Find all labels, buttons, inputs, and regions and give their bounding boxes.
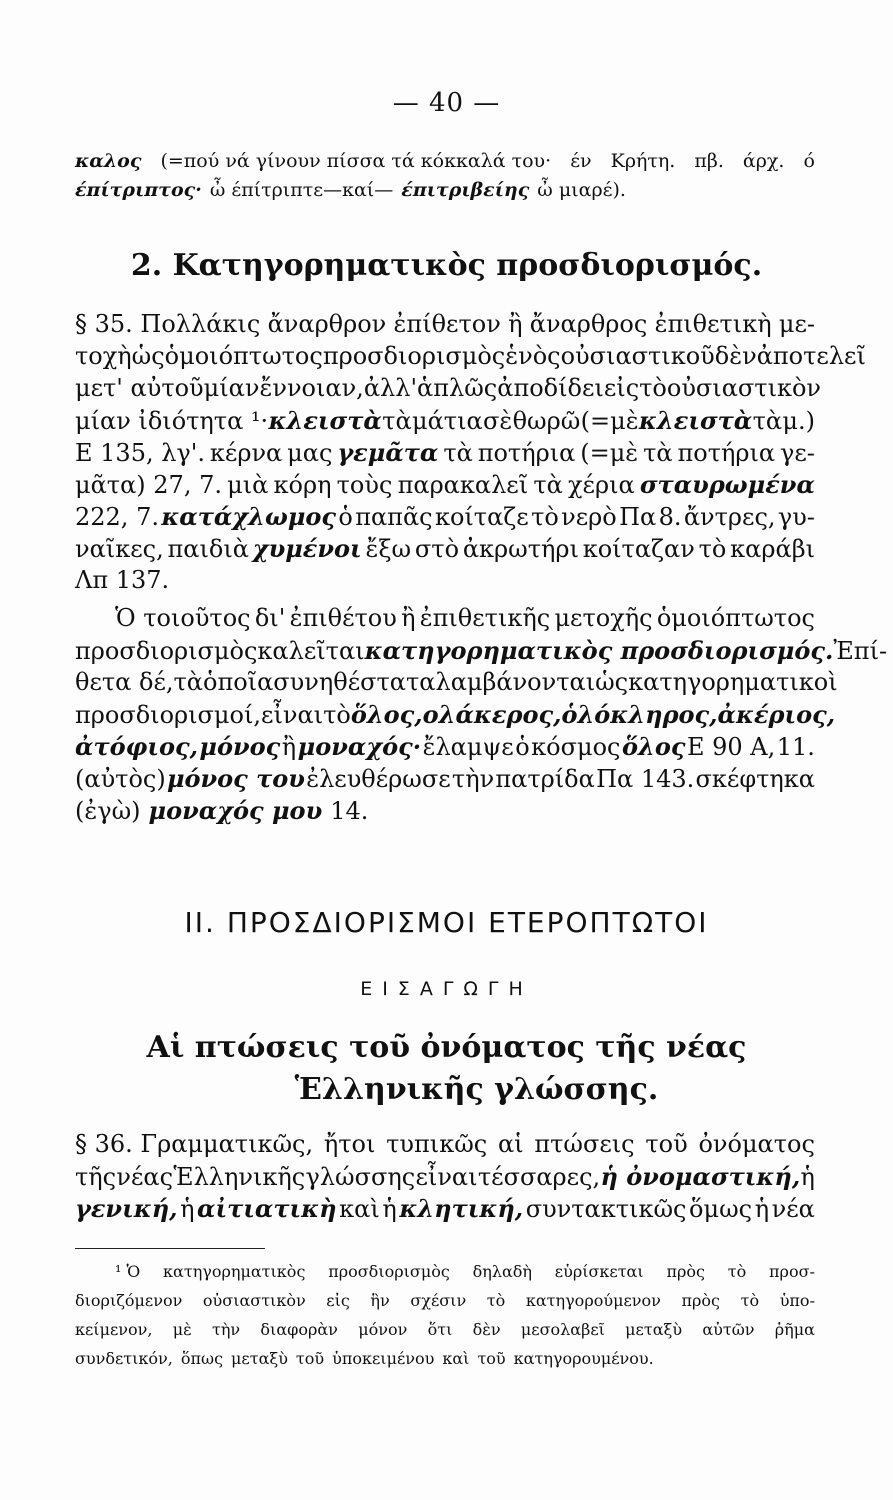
word: σκέφτηκα (695, 765, 815, 793)
continued-text (75, 150, 815, 208)
word: (=μὲ (580, 439, 639, 467)
word: σταυρωμένα (639, 470, 815, 499)
word: καὶ (442, 1349, 470, 1368)
word: μετοχῆς (554, 604, 653, 632)
word: οὐσιαστικὸν (202, 1291, 306, 1310)
text-line (75, 796, 815, 828)
word: μοναχός· (297, 732, 422, 761)
text-line (75, 1262, 815, 1291)
word: τὸ (698, 535, 727, 563)
word: ποτήρια (477, 439, 576, 467)
text-line (75, 438, 815, 470)
word: πβ. (694, 150, 724, 172)
word: κοίταζε (434, 503, 529, 531)
word: σὲ (483, 407, 513, 435)
word: ἁπλῶς (417, 374, 498, 402)
word: κείμενον, (75, 1320, 153, 1339)
word: ὡς (131, 342, 165, 370)
word: Ε 135, λγ'. (75, 439, 205, 467)
word: ἡ (382, 1195, 397, 1223)
word: στὸ (414, 535, 460, 563)
word: ἣν (370, 1291, 390, 1310)
word: ἀτόφιος, (75, 732, 198, 761)
word: ὅλος (621, 732, 686, 761)
word: (ἐγὼ) (75, 797, 141, 825)
word: Ἐπί- (833, 637, 888, 665)
word: μεταξὺ (231, 1349, 288, 1368)
word: Ε 90 Α, (686, 733, 776, 761)
word: κοίταζαν (582, 535, 695, 563)
word: (αὐτὸς) (75, 765, 166, 793)
word: ὡς (595, 668, 629, 696)
word: προσδιορισμὸς (328, 1262, 450, 1281)
word: οὐσιαστικοῦ (560, 342, 715, 370)
word: τὸ (639, 374, 667, 402)
word: σχέσιν (410, 1291, 467, 1310)
text-line (75, 764, 815, 796)
word: τῆς (75, 1163, 117, 1191)
word: καὶ (339, 1195, 380, 1223)
word: εὑρίσκεται (554, 1262, 644, 1281)
word: εἰς (326, 1291, 350, 1310)
word: κλειστὰ (268, 406, 382, 435)
word: ναῖκες, (75, 535, 164, 563)
word: ὅλος, (350, 700, 423, 729)
paragraph-35 (75, 310, 866, 598)
word: καράβι (730, 535, 815, 563)
word: μόνον (358, 1320, 408, 1339)
word: πτώσεις (534, 1130, 635, 1158)
word: ἢ (508, 310, 523, 338)
word: ὁ (338, 503, 353, 531)
section-heading: 2. Κατηγορηματικὸς προσδιορισμός. (130, 248, 763, 283)
word: δὲν (714, 342, 757, 370)
word: 11. (776, 733, 815, 761)
word: ἑνὸς (505, 342, 561, 370)
word: Πα 143. (596, 765, 695, 793)
word: ὁλόκληρος, (561, 700, 718, 729)
subject-heading-line2: Ἑλληνικῆς γλώσσης. (294, 1072, 659, 1107)
word: § 36. Γραμματικῶς, (75, 1130, 314, 1158)
word: ὅτι (427, 1320, 453, 1339)
word: ἀκρωτήρι (462, 535, 579, 563)
word: κόρη (273, 471, 332, 499)
word: ὁ (515, 733, 530, 761)
word: παρακαλεῖ (397, 471, 529, 499)
word: ἐπίθετον (393, 310, 501, 338)
word: 8. (658, 503, 682, 531)
word: συντακτικῶς (525, 1195, 687, 1223)
word: συνηθέστατα (273, 668, 436, 696)
word: κατάχλωμος (161, 502, 337, 531)
text-line (75, 179, 815, 208)
word: κόσμος (531, 733, 621, 761)
text-line (75, 534, 815, 566)
word: τὰ (173, 668, 203, 696)
word: ὑποκειμένου (332, 1349, 435, 1368)
text-line (75, 1162, 815, 1194)
word: ἐπιθετικὴ (654, 310, 772, 338)
word: τὰ (752, 407, 783, 435)
word: ἐπιθετικῆς (419, 604, 551, 632)
text-line (75, 1194, 815, 1226)
word: τοὺς (336, 471, 393, 499)
text-line (75, 566, 815, 598)
text-line (75, 502, 815, 534)
word: κατηγορηματικὸς προσδιορισμός. (364, 636, 834, 665)
word: τὸ (486, 1291, 506, 1310)
word: μοναχός μου (148, 796, 323, 825)
word: ἤτοι (323, 1130, 376, 1158)
word: γεμᾶτα (337, 438, 439, 467)
word: ἢ (281, 733, 297, 761)
word: αἱ (497, 1130, 524, 1158)
word: γυ- (777, 503, 815, 531)
word: πρὸς (681, 1291, 720, 1310)
word: ¹ Ὁ (115, 1262, 141, 1281)
word: ὅμως (689, 1195, 753, 1223)
word: ὀνόματος (698, 1130, 815, 1158)
word: τὰ (533, 471, 563, 499)
word: πατρίδα (495, 765, 595, 793)
word: μίαν ἰδιότητα ¹· (75, 407, 269, 435)
word: καλεῖται (257, 637, 365, 665)
word: θωρῶ (512, 407, 581, 435)
word: τὸ (727, 1262, 747, 1281)
word: μας (287, 439, 333, 467)
text-line (75, 310, 815, 342)
word: προσδιορισμοί, (75, 701, 262, 729)
word: τοῦ (645, 1130, 688, 1158)
paragraph-36 (75, 1130, 815, 1226)
subject-heading-line1: Αἱ πτώσεις τοῦ ὀνόματος τῆς νέας (146, 1030, 747, 1065)
word: ἄναρθρον (267, 310, 387, 338)
text-line (75, 374, 822, 406)
word: παπᾶς (355, 503, 433, 531)
word: ἀκέριος, (717, 700, 836, 729)
word: προσδιορισμὸς (322, 342, 506, 370)
word: τὸ (323, 701, 351, 729)
word: ποτήρια (677, 439, 776, 467)
word: ὁμοιόπτωτος (656, 604, 815, 632)
word: κατηγορουμένου. (513, 1349, 654, 1368)
word: ὑπο- (779, 1291, 815, 1310)
word: προσδιορισμὸς (75, 637, 258, 665)
text-line (75, 1291, 815, 1320)
word: κλητική, (399, 1194, 524, 1223)
word: ἡ (754, 1195, 770, 1223)
text-line (75, 604, 815, 636)
word: ἐπιθέτου (289, 604, 397, 632)
word: § 35. Πολλάκις (75, 310, 261, 338)
word: τὰ (382, 407, 412, 435)
word: κατηγορηματικὸς (163, 1262, 306, 1281)
word: έπιτριβείης (401, 179, 530, 201)
word: διοριζόμενον (75, 1291, 183, 1310)
word: ἡ ὀνομαστική, (600, 1162, 801, 1191)
word: ἀλλ' (363, 374, 418, 402)
word: δι' (254, 604, 286, 632)
word: ὦ μιαρέ). (537, 179, 626, 201)
word: τοῦ (295, 1349, 325, 1368)
word: μετ' αὐτοῦ (75, 374, 204, 402)
word: τὰ (443, 439, 473, 467)
word: ὁμοιόπτωτος (164, 342, 323, 370)
word: κατηγορούμενον (525, 1291, 661, 1310)
word: Πα (619, 503, 657, 531)
word: μίαν (203, 374, 260, 402)
text-line (75, 406, 815, 438)
word: εἶναι (261, 701, 324, 729)
word: (=μὲ (580, 407, 639, 435)
word: έπίτριπτος· (75, 179, 202, 201)
word: ὦ έπίτριπτε—καί— (209, 179, 394, 201)
word: γε- (779, 439, 815, 467)
word: ἀποδίδει (497, 374, 604, 402)
word: κέρνα (209, 439, 283, 467)
word: νέα (771, 1195, 815, 1223)
text-line (75, 1130, 815, 1162)
word: παιδιὰ (167, 535, 249, 563)
word: Κρήτη. (610, 150, 676, 172)
word: εἰς (603, 374, 640, 402)
text-line (75, 636, 888, 668)
word: 14. (330, 797, 369, 825)
word: μόνος (199, 732, 281, 761)
word: τοῦ (477, 1349, 506, 1368)
word: ῥῆμα (774, 1320, 815, 1339)
text-line (75, 668, 838, 700)
word: έν (570, 150, 592, 172)
word: αὐτῶν (702, 1320, 755, 1339)
word: καλος (75, 150, 142, 172)
word: κλειστὰ (638, 406, 753, 435)
text-line (75, 700, 836, 732)
word: αἰτιατικὴ (197, 1194, 337, 1223)
word: ἔλαμψε (422, 733, 514, 761)
word: Ἑλληνικῆς (173, 1163, 306, 1191)
word: τοχὴ (75, 342, 132, 370)
paragraph-35-continued (75, 604, 888, 828)
word: ἔξω (365, 535, 412, 563)
word: ἡ (180, 1195, 195, 1223)
word: ἔννοιαν, (259, 374, 364, 402)
text-line (75, 1349, 815, 1378)
page-number: — 40 — (392, 88, 501, 118)
word: τὸ (740, 1291, 760, 1310)
word: Λπ 137. (75, 566, 170, 594)
word: συνδετικόν, (75, 1349, 173, 1368)
word: ἄντρες, (683, 503, 776, 531)
word: μὲ (172, 1320, 192, 1339)
word: μᾶτα) 27, 7. (75, 471, 222, 499)
word: Ὁ τοιοῦτος (115, 604, 251, 632)
word: άρχ. (742, 150, 785, 172)
word: ἡ (800, 1163, 815, 1191)
word: γλώσσης (305, 1163, 416, 1191)
word: με- (778, 310, 815, 338)
word: τὴν (211, 1320, 241, 1339)
word: (=πού νά γίνουν πίσσα τά κόκκαλά του· (160, 150, 552, 172)
word: πρὸς (666, 1262, 705, 1281)
word: ἐλευθέρωσε (306, 765, 451, 793)
word: λαμβάνονται (435, 668, 596, 696)
word: δὲν (472, 1320, 501, 1339)
word: κατηγορηματικοὶ (628, 668, 838, 696)
word: τὴν (451, 765, 495, 793)
word: μεταξὺ (625, 1320, 683, 1339)
word: τυπικῶς (386, 1130, 488, 1158)
word: χέρια (567, 471, 635, 499)
chapter-heading: II. ΠΡΟΣΔΙΟΡΙΣΜΟΙ ΕΤΕΡΟΠΤΩΤΟΙ (184, 906, 709, 939)
word: μεσολαβεῖ (520, 1320, 605, 1339)
word: τέσσαρες, (477, 1163, 601, 1191)
introduction-heading: ΕΙΣΑΓΩΓΗ (360, 978, 533, 1000)
word: χυμένοι (252, 534, 362, 563)
word: θετα δέ, (75, 668, 174, 696)
word: ἄναρθρος (529, 310, 648, 338)
word: τὸ (531, 503, 559, 531)
text-line (75, 150, 815, 179)
word: ὅπως (180, 1349, 224, 1368)
text-line (75, 1320, 815, 1349)
word: ὁποῖα (203, 668, 274, 696)
word: μιὰ (227, 471, 269, 499)
text-line (75, 470, 815, 502)
word: γενική, (75, 1194, 178, 1223)
word: διαφορὰν (260, 1320, 338, 1339)
word: ολάκερος, (422, 700, 562, 729)
text-line (75, 732, 815, 764)
word: ό (803, 150, 815, 172)
word: εἶναι (415, 1163, 478, 1191)
word: νέας (116, 1163, 174, 1191)
word: μόνος του (166, 764, 305, 793)
word: 222, 7. (75, 503, 159, 531)
text-line (75, 342, 866, 374)
footnote (75, 1262, 815, 1378)
word: τὰ (643, 439, 673, 467)
word: μ.) (782, 407, 815, 435)
word: ἀποτελεῖ (756, 342, 866, 370)
footnote-rule (75, 1248, 265, 1249)
word: μάτια (411, 407, 483, 435)
word: ἢ (401, 604, 416, 632)
word: οὐσιαστικὸν (666, 374, 822, 402)
word: δηλαδὴ (472, 1262, 532, 1281)
word: νερὸ (561, 503, 617, 531)
word: προσ- (769, 1262, 815, 1281)
